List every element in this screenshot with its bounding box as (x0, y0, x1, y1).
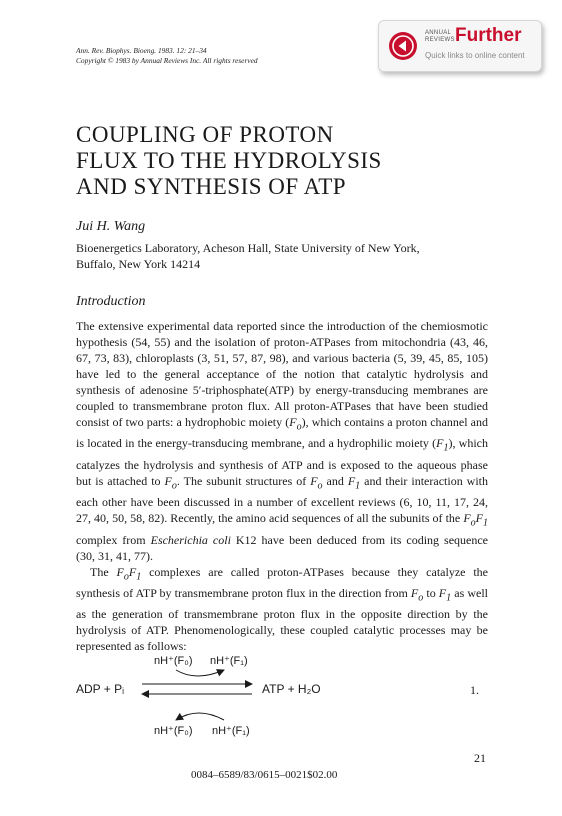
symbol-f-o: $F_o$ (164, 473, 177, 492)
further-badge[interactable] (378, 20, 542, 72)
title-line-2: FLUX TO THE HYDROLYSIS (76, 148, 382, 173)
proton-bottom-right: nH⁺(F₁) (212, 725, 250, 737)
text-run: . The subunit structures of (176, 473, 311, 488)
badge-subtitle: Quick links to online content (425, 51, 525, 60)
affiliation-line-2: Buffalo, New York 14214 (76, 257, 201, 271)
text-run: complex from (76, 532, 151, 547)
badge-annual-label: ANNUAL (425, 30, 452, 36)
badge-reviews-label: REVIEWS (425, 37, 455, 43)
symbol-f-1: $F_1$ (438, 585, 452, 604)
reaction-equation (76, 648, 396, 740)
symbol-fo-f1: $F_oF_1$ (116, 564, 142, 582)
symbol-f-1: $F_1$ (347, 473, 361, 492)
paragraph-2 (76, 564, 488, 655)
bottom-curved-arrow (176, 713, 224, 720)
top-curved-arrow (176, 670, 224, 676)
section-heading: Introduction (76, 294, 146, 309)
symbol-f-1: $F_1$ (436, 436, 449, 454)
affiliation-line-1: Bioenergetics Laboratory, Acheson Hall, State University of New York, (76, 241, 420, 255)
text-run: and their interaction with each other have been discussed in a number of excellent reviews (6, 10, 11, 17, 24, 27, 40, 50, 58, 82). Recently, the amino acid sequences of all the subunits of the (76, 473, 489, 526)
citation-line-1: Ann. Rev. Biophys. Bioeng. 1983. 12: 21–34 (76, 46, 207, 55)
citation-line-2: Copyright © 1983 by Annual Reviews Inc. All rights reserved (76, 56, 258, 65)
body-text (76, 318, 488, 654)
organism-name: Escherichia coli (150, 532, 231, 547)
article-title (76, 122, 382, 200)
text-run: The (90, 564, 117, 579)
text-run: as well as the generation of transmembrane proton flux in the opposite direction by the hydrolysis of ATP. Phenomenologically, these coupled catalytic processes may be represented as follows: (76, 585, 488, 654)
badge-annual-reviews (425, 30, 455, 44)
page-number: 21 (474, 751, 486, 765)
equation-number: 1. (470, 683, 479, 697)
title-line-3: AND SYNTHESIS OF ATP (76, 174, 347, 199)
symbol-f-o: $F_o$ (410, 585, 424, 604)
footer-code: 0084–6589/83/0615–0021$02.00 (191, 769, 338, 781)
symbol-fo-f1: $F_oF_1$ (463, 511, 488, 529)
text-run: complexes are called proton-ATPases because they catalyze the synthesis of ATP by transmembrane proton flux in the direction from (76, 564, 488, 600)
proton-bottom-left: nH⁺(F₀) (154, 725, 193, 737)
author-affiliation (76, 240, 496, 272)
text-run: ), which catalyzes the hydrolysis and synthesis of ATP and is exposed to the aqueous phase but is attached to (76, 436, 488, 488)
symbol-f-o: $F_o$ (289, 415, 302, 433)
products: ATP + H₂O (262, 682, 321, 696)
badge-further-label: Further (455, 25, 522, 46)
arrow-left-icon (389, 32, 417, 60)
reactants: ADP + Pᵢ (76, 682, 125, 696)
text-run: and (322, 473, 348, 488)
proton-top-left: nH⁺(F₀) (154, 655, 193, 667)
text-run: K12 have been deduced from its coding sequence (30, 31, 41, 77). (76, 532, 488, 563)
text-run: ), which contains a proton channel and is located in the energy-transducing membrane, and a hydrophilic moiety ( (76, 415, 489, 451)
title-line-1: COUPLING OF PROTON (76, 122, 334, 147)
symbol-f-o: $F_o$ (310, 473, 323, 492)
text-run: The extensive experimental data reported since the introduction of the chemiosmotic hypothesis (54, 55) and the isolation of proton-ATPases from mitochondria (43, 46, 67, 73, 83), chloroplasts (3, 51, 57, 87, 98), and various bacteria (5, 39, 45, 85, 105) have led to the general acceptance of the notion that catalytic hydrolysis and synthesis of adenosine 5′-triphosphate(ATP) by energy-transducing membranes are coupled to transmembrane proton flux. All proton-ATPases that have been studied consist of two parts: a hydrophobic moiety ( (76, 319, 488, 429)
paragraph-1 (76, 318, 488, 564)
text-run: to (423, 585, 439, 600)
author-name: Jui H. Wang (76, 219, 146, 234)
proton-top-right: nH⁺(F₁) (210, 655, 248, 667)
journal-citation (76, 46, 258, 66)
